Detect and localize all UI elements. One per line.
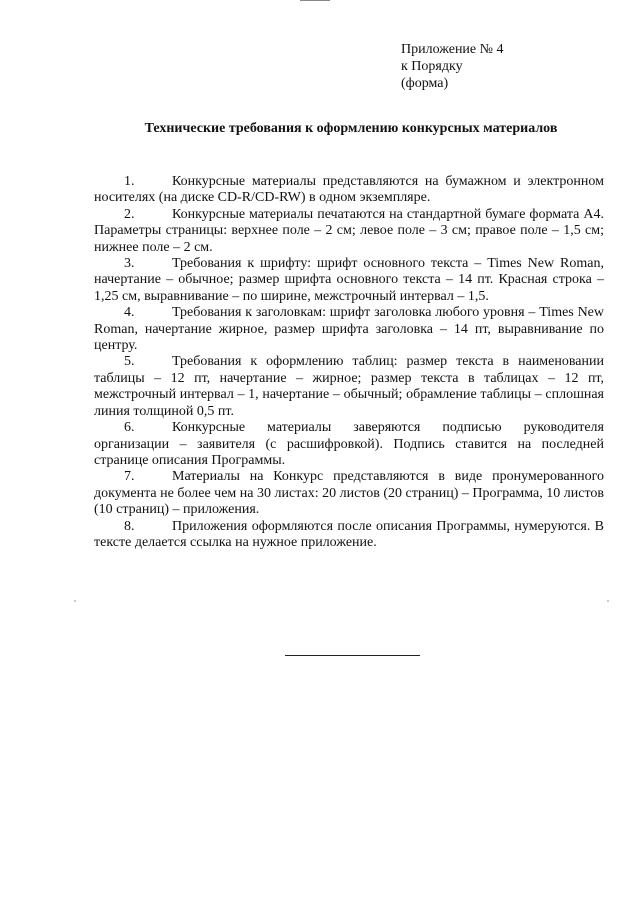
item-text: Требования к заголовкам: шрифт заголовка любого уровня – Times New Roman, начертание жирное, размер шрифта заголовка – 14 пт, выравнивание по центру. bbox=[94, 305, 604, 354]
end-divider bbox=[285, 655, 420, 656]
appendix-number: Приложение № 4 bbox=[401, 42, 504, 57]
item-number: 2. bbox=[124, 206, 135, 222]
list-item bbox=[94, 256, 604, 305]
top-edge-mark bbox=[300, 0, 330, 3]
requirements-list bbox=[94, 174, 604, 551]
list-item bbox=[94, 354, 604, 420]
item-number: 7. bbox=[124, 469, 135, 485]
item-text: Материалы на Конкурс представляются в виде пронумерованного документа не более чем на 30 листах: 20 листов (20 страниц) – Программа, 10 листов (10 страниц) – приложения. bbox=[94, 469, 604, 518]
list-item bbox=[94, 207, 604, 256]
item-text: Конкурсные материалы представляются на бумажном и электронном носителях (на диске CD-R/CD-RW) в одном экземпляре. bbox=[94, 174, 604, 206]
list-item bbox=[94, 305, 604, 354]
item-number: 3. bbox=[124, 256, 135, 272]
item-number: 6. bbox=[124, 420, 135, 436]
appendix-header bbox=[401, 41, 504, 92]
appendix-reference: к Порядку bbox=[401, 59, 463, 74]
item-number: 1. bbox=[124, 174, 135, 189]
item-number: 4. bbox=[124, 305, 135, 321]
list-item bbox=[94, 420, 604, 469]
document-title: Технические требования к оформлению конкурсных материалов bbox=[144, 121, 558, 136]
scan-speck bbox=[607, 600, 609, 602]
item-number: 5. bbox=[124, 354, 135, 370]
list-item bbox=[94, 469, 604, 518]
scan-speck bbox=[74, 600, 76, 602]
item-number: 8. bbox=[124, 518, 135, 534]
list-item bbox=[94, 174, 604, 207]
appendix-form-note: (форма) bbox=[401, 76, 449, 91]
item-text: Конкурсные материалы печатаются на стандартной бумаге формата А4. Параметры страницы: верхнее поле – 2 см; левое поле – 3 см; правое поле – 1,5 см; нижнее поле – 2 см. bbox=[94, 206, 604, 255]
list-item bbox=[94, 519, 604, 552]
item-text: Приложения оформляются после описания Программы, нумеруются. В тексте делается ссылка на нужное приложение. bbox=[94, 518, 604, 550]
item-text: Требования к шрифту: шрифт основного текста – Times New Roman, начертание – обычное; размер шрифта основного текста – 14 пт. Красная строка – 1,25 см, выравнивание – по ширине, межстрочный интервал – 1,5. bbox=[94, 256, 604, 304]
item-text: Требования к оформлению таблиц: размер текста в наименовании таблицы – 12 пт, начертание – жирное; размер текста в таблицах – 12 пт, межстрочный интервал – 1, начертание – обычный; обрамление таблицы – сплошная линия толщиной 0,5 пт. bbox=[94, 354, 604, 419]
item-text: Конкурсные материалы заверяются подписью руководителя организации – заявителя (с расшифровкой). Подпись ставится на последней странице описания Программы. bbox=[94, 420, 604, 468]
